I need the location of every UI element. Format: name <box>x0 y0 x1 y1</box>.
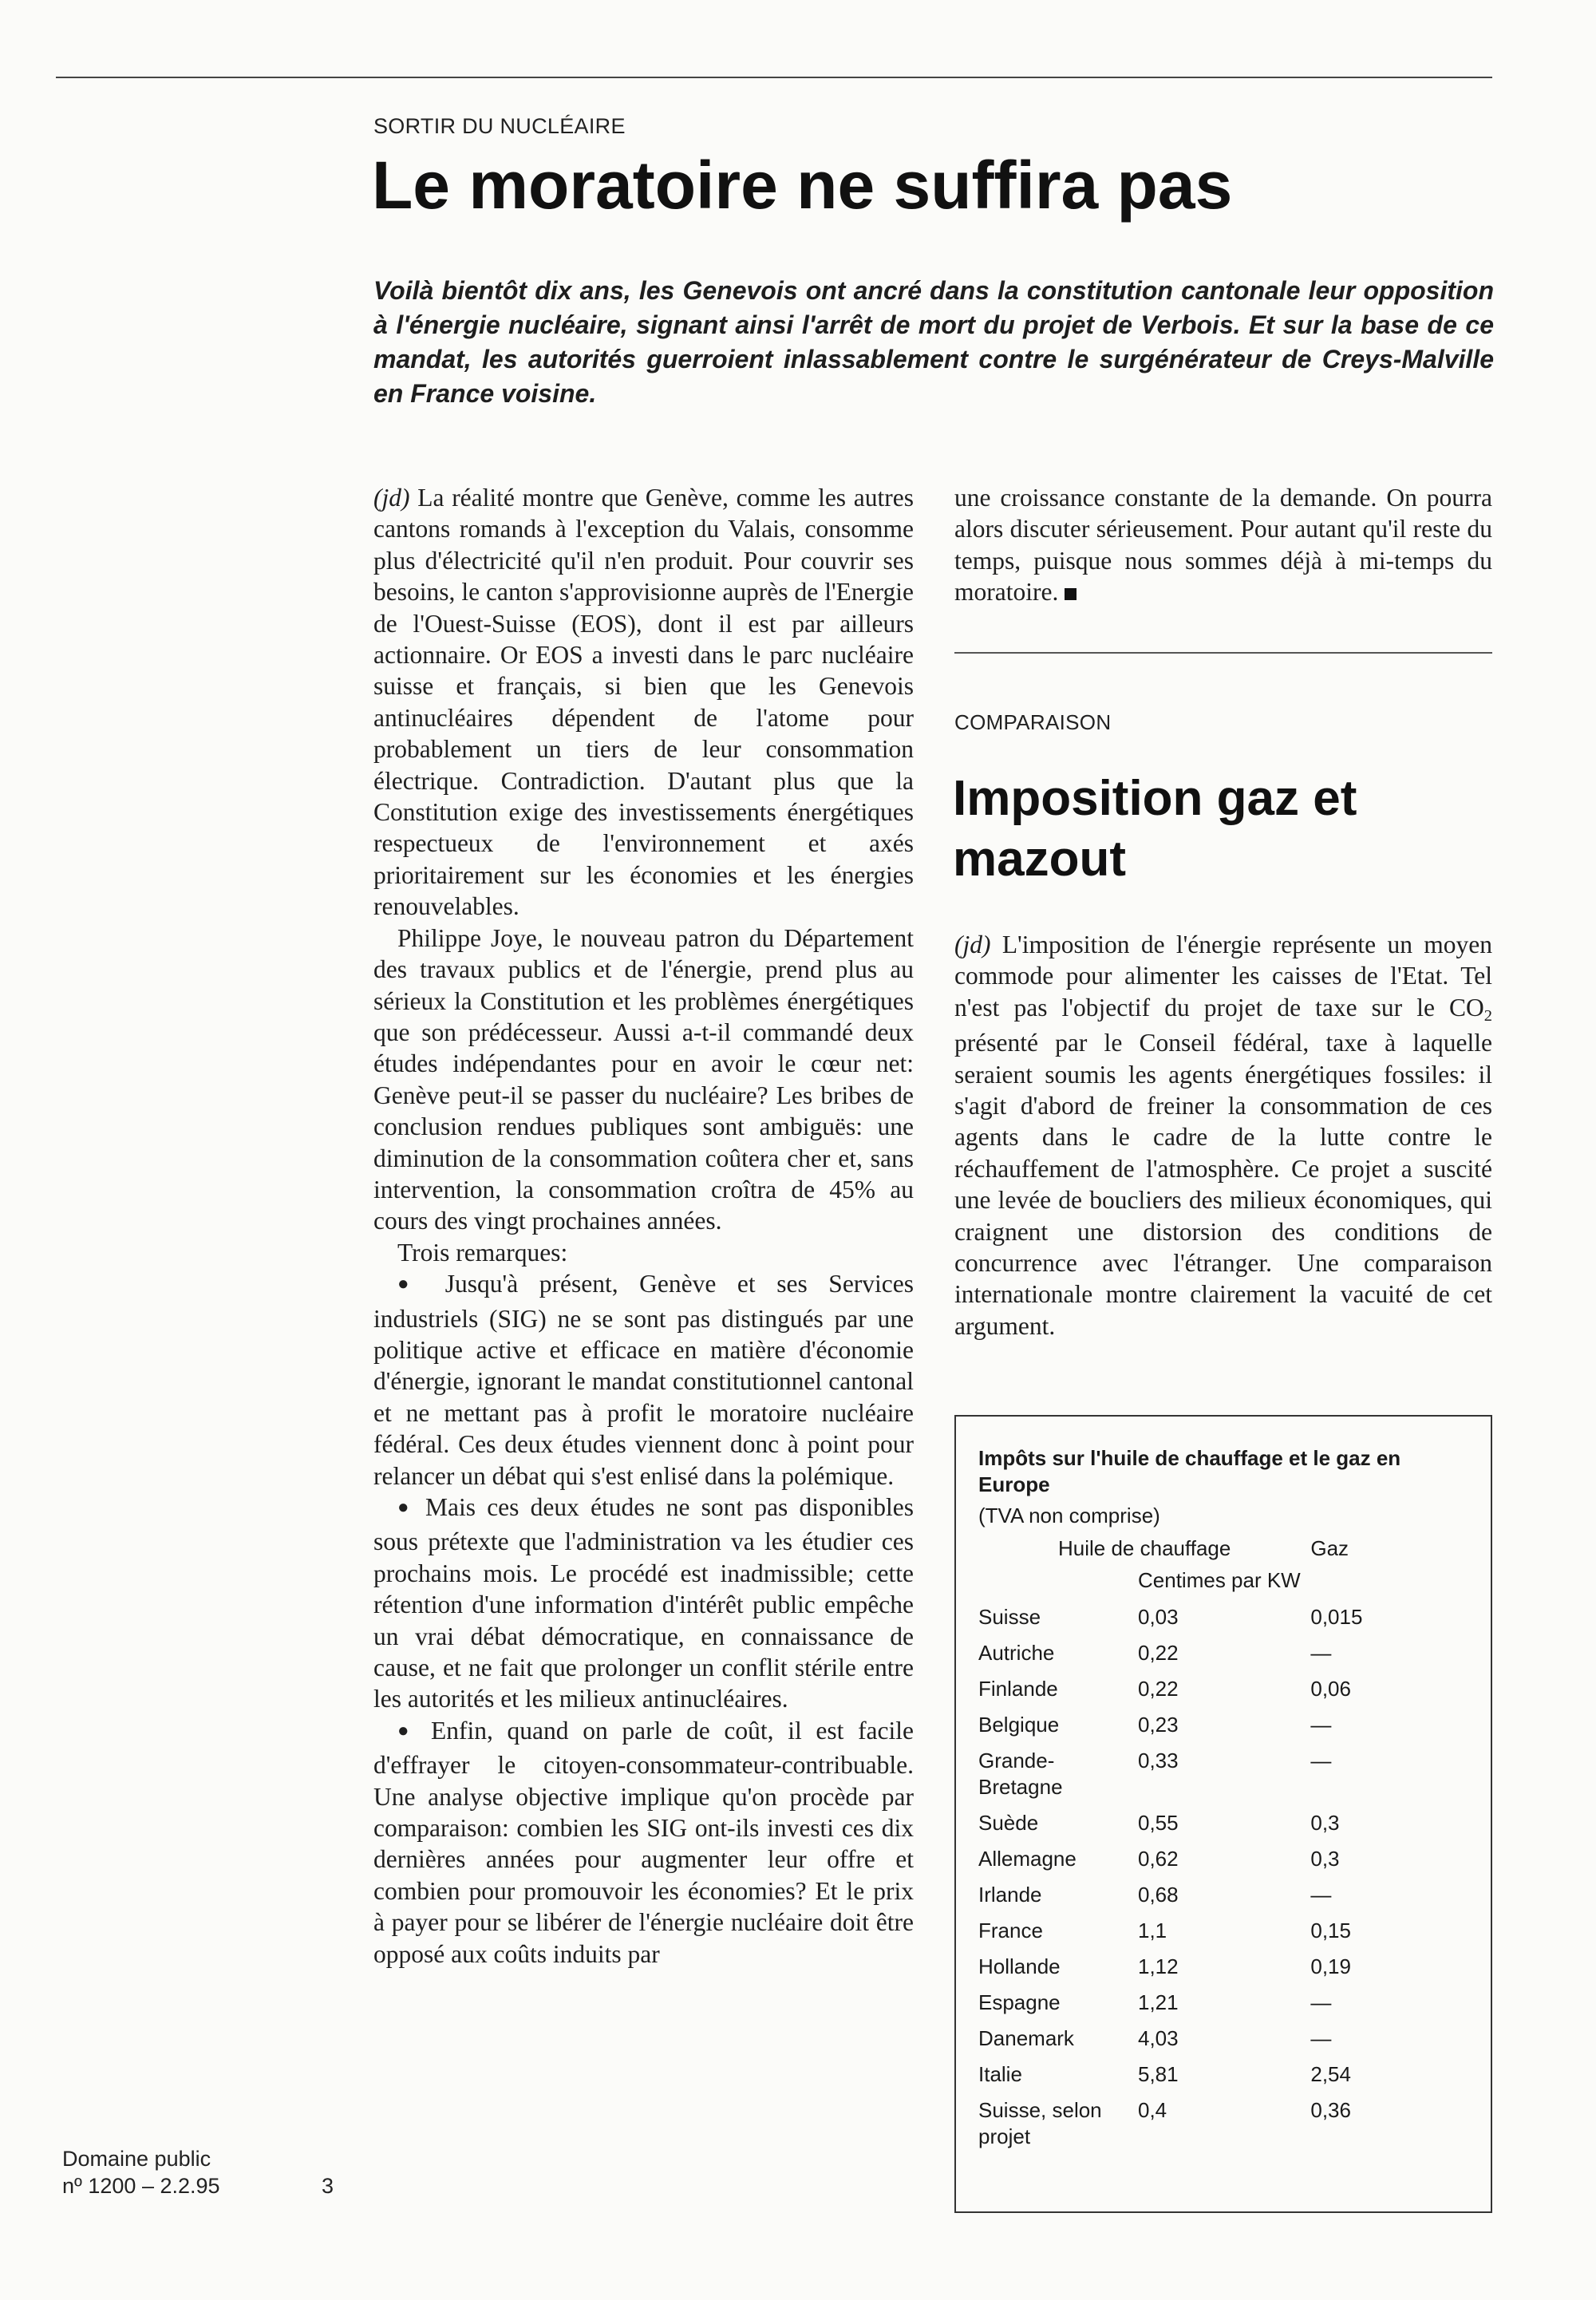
cell-country: Finlande <box>978 1677 1058 1701</box>
table-row <box>978 1841 1467 1877</box>
cell-gas: 0,06 <box>1310 1677 1351 1701</box>
article1-paragraph-2: Philippe Joye, le nouveau patron du Département des travaux publics et de l'énergie, prend plus au sérieux la Constitution et les problèmes énergétiques que son prédécesseur. Aussi a-t-il commandé deux études indépendantes pour en avoir le cœur net: Genève peut-il se passer du nucléaire? Les bribes de conclusion rendues publiques sont ambiguës: une diminution de la consommation coûtera cher et, sans intervention, la consommation croîtra de 45% au cours des vingt prochaines années. <box>373 923 914 1235</box>
cell-country: Hollande <box>978 1954 1061 1978</box>
cell-oil: 0,03 <box>1138 1605 1179 1629</box>
cell-country: Italie <box>978 2062 1022 2086</box>
cell-gas: — <box>1310 1990 1332 2014</box>
article2-body <box>954 929 1492 1342</box>
article2-paragraph-1: (jd) L'imposition de l'énergie représente un moyen commode pour alimenter les caisses de l'Etat. Tel n'est pas l'objectif du projet de taxe sur le CO2 présenté par le Conseil fédéral, taxe à laquelle seraient soumis les agents énergétiques fossiles: il s'agit d'abord de freiner la consommation de ces agents dans le cadre de la lutte contre le réchauffement de l'atmosphère. Ce projet a suscité une levée de boucliers des milieux économiques, qui craignent une distorsion des conditions de concurrence avec l'étranger. Une comparaison internationale montre clairement la vacuité de cet argument. <box>954 931 1493 1340</box>
end-of-article-icon <box>1065 588 1077 600</box>
cell-oil: 1,12 <box>1138 1954 1179 1978</box>
article1-byline: (jd) <box>373 484 410 512</box>
article1-paragraph-7: une croissance constante de la demande. On pourra alors discuter sérieusement. Pour autant qu'il reste du temps, puisque nous sommes déjà à mi-temps du moratoire. <box>954 484 1492 607</box>
cell-gas: 0,19 <box>1310 1954 1351 1978</box>
cell-country: Irlande <box>978 1883 1042 1907</box>
table-row <box>978 1985 1467 2021</box>
cell-oil: 0,22 <box>1138 1641 1179 1665</box>
cell-country: Grande-Bretagne <box>978 1749 1063 1799</box>
cell-oil: 4,03 <box>1138 2026 1179 2050</box>
table-subtitle: (TVA non comprise) <box>978 1504 1160 1527</box>
tax-table-box <box>954 1415 1492 2213</box>
cell-oil: 0,68 <box>1138 1883 1179 1907</box>
cell-country: Danemark <box>978 2026 1074 2050</box>
issue-info: nº 1200 – 2.2.95 <box>62 2174 220 2198</box>
cell-oil: 5,81 <box>1138 2062 1179 2086</box>
top-rule <box>56 77 1492 78</box>
table-unit-row <box>978 1566 1467 1599</box>
table-row <box>978 2093 1467 2155</box>
cell-gas: 0,3 <box>1310 1847 1340 1871</box>
table-row <box>978 1805 1467 1841</box>
cell-oil: 0,62 <box>1138 1847 1179 1871</box>
cell-country: Allemagne <box>978 1847 1077 1871</box>
article1-bullet-1: ● Jusqu'à présent, Genève et ses Services industriels (SIG) ne se sont pas distingués par une politique active et efficace en matière d'économie d'énergie, ignorant le mandat constitutionnel cantonal et ne mettant pas à profit le moratoire nucléaire fédéral. Ces deux études viennent donc à point pour relancer un débat qui s'est enlisé dans la polémique. <box>373 1270 915 1490</box>
bullet-icon: ● <box>397 1274 425 1295</box>
table-row <box>978 1635 1467 1671</box>
cell-country: Suisse <box>978 1605 1041 1629</box>
page-number: 3 <box>322 2174 334 2198</box>
cell-gas: — <box>1310 1641 1332 1665</box>
bullet-icon: ● <box>397 1497 414 1518</box>
cell-country: Autriche <box>978 1641 1055 1665</box>
article1-continuation <box>954 482 1492 608</box>
article1-paragraph-3: Trois remarques: <box>397 1238 568 1267</box>
cell-country: France <box>978 1919 1043 1942</box>
table-title: Impôts sur l'huile de chauffage et le gaz en Europe <box>978 1446 1401 1496</box>
cell-oil: 0,55 <box>1138 1811 1179 1835</box>
table-row <box>978 1949 1467 1985</box>
cell-country: Belgique <box>978 1713 1060 1737</box>
cell-oil: 0,22 <box>1138 1677 1179 1701</box>
cell-gas: — <box>1310 1883 1332 1907</box>
article2-byline: (jd) <box>954 931 991 958</box>
table-unit: Centimes par KW <box>1138 1568 1301 1592</box>
cell-country: Suisse, selon projet <box>978 2098 1102 2148</box>
cell-oil: 1,21 <box>1138 1990 1179 2014</box>
article1-title: Le moratoire ne suffira pas <box>372 148 1233 223</box>
table-header-row <box>978 1531 1467 1566</box>
article2-kicker: COMPARAISON <box>954 710 1112 734</box>
table-row <box>978 1671 1467 1707</box>
section-divider <box>954 652 1492 654</box>
cell-oil: 0,4 <box>1138 2098 1167 2122</box>
table-row <box>978 2021 1467 2057</box>
cell-country: Espagne <box>978 1990 1061 2014</box>
cell-country: Suède <box>978 1811 1039 1835</box>
table-body <box>978 1599 1467 2155</box>
bullet-icon: ● <box>397 1720 417 1741</box>
cell-oil: 0,23 <box>1138 1713 1179 1737</box>
cell-oil: 1,1 <box>1138 1919 1167 1942</box>
table-row <box>978 1913 1467 1949</box>
table-row <box>978 1877 1467 1913</box>
column-header-gas: Gaz <box>1310 1536 1349 1560</box>
article1-paragraph-1: (jd) La réalité montre que Genève, comme les autres cantons romands à l'exception du Valais, consomme plus d'électricité qu'il n'en produit. Pour couvrir ses besoins, le canton s'approvisionne auprès de l'Energie de l'Ouest-Suisse (EOS), dont il est par ailleurs actionnaire. Or EOS a investi dans le parc nucléaire suisse et français, si bien que les Genevois antinucléaires dépendent de l'atome pour probablement un tiers de leur consommation électrique. Contradiction. D'autant plus que la Constitution exige des investissements énergétiques respectueux de l'environnement et axés prioritairement sur les économies et les énergies renouvelables. <box>373 484 915 921</box>
article1-bullet-3: ● Enfin, quand on parle de coût, il est facile d'effrayer le citoyen-consommateur-contribuable. Une analyse objective implique qu'on procède par comparaison: combien les SIG ont-ils investi ces dix dernières années pour augmenter leur offre et combien pour promouvoir les économies? Et le prix à payer pour se libérer de l'énergie nucléaire doit être opposé aux coûts induits par <box>373 1716 915 1968</box>
publication-name: Domaine public <box>62 2147 211 2171</box>
table-row <box>978 1599 1467 1635</box>
table-row <box>978 1743 1467 1805</box>
cell-gas: 0,015 <box>1310 1605 1363 1629</box>
table-row <box>978 2057 1467 2093</box>
cell-oil: 0,33 <box>1138 1749 1179 1772</box>
cell-gas: 0,15 <box>1310 1919 1351 1942</box>
article1-left-column <box>373 482 914 1970</box>
article1-lede: Voilà bientôt dix ans, les Genevois ont ancré dans la constitution cantonale leur opposition à l'énergie nucléaire, signant ainsi l'arrêt de mort du projet de Verbois. Et sur la base de ce mandat, les autorités guerroient inlassablement contre le surgénérateur de Creys-Malville en France voisine. <box>373 276 1494 408</box>
tax-table <box>978 1531 1467 2155</box>
article2-title: Imposition gaz et mazout <box>953 771 1357 887</box>
cell-gas: — <box>1310 1749 1332 1772</box>
article1-kicker: SORTIR DU NUCLÉAIRE <box>373 114 626 138</box>
cell-gas: — <box>1310 2026 1332 2050</box>
cell-gas: 0,3 <box>1310 1811 1340 1835</box>
cell-gas: — <box>1310 1713 1332 1737</box>
table-row <box>978 1707 1467 1743</box>
article1-bullet-2: ● Mais ces deux études ne sont pas disponibles sous prétexte que l'administration va les étudier ces prochains mois. Le procédé est inadmissible; cette rétention d'une information d'intérêt public empêche un vrai débat démocratique, en connaissance de cause, et ne fait que prolonger un conflit stérile entre les autorités et les milieux antinucléaires. <box>373 1493 914 1713</box>
cell-gas: 0,36 <box>1310 2098 1351 2122</box>
cell-gas: 2,54 <box>1310 2062 1351 2086</box>
column-header-oil: Huile de chauffage <box>1058 1536 1231 1560</box>
footer-publication <box>62 2145 220 2199</box>
